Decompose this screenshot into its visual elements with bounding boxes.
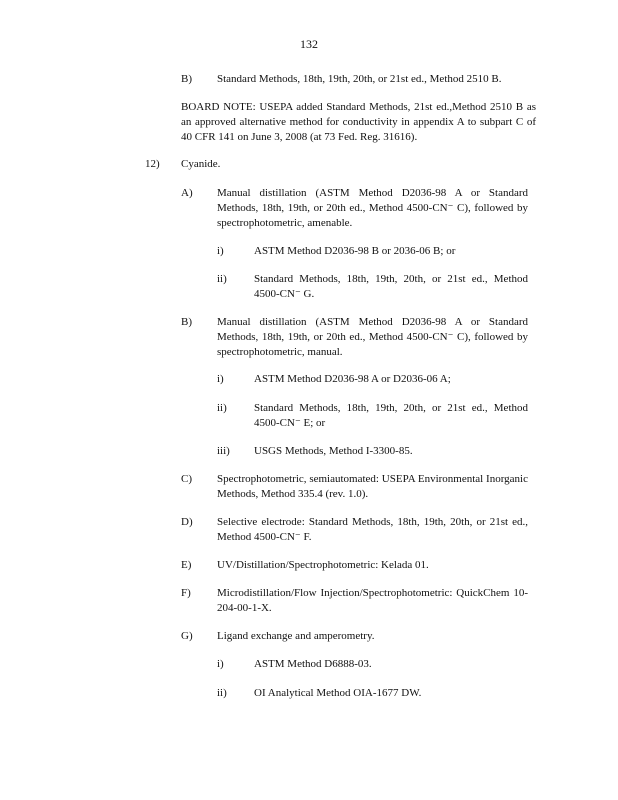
- item-text: Ligand exchange and amperometry.: [217, 630, 375, 642]
- subitem-label: iii): [217, 445, 230, 457]
- item-text: Standard Methods, 18th, 19th, 20th, or 21st ed., Method 2510 B.: [217, 73, 502, 85]
- subitem-label: ii): [217, 687, 227, 699]
- item-text: Selective electrode: Standard Methods, 18th, 19th, 20th, or 21st ed., Method 4500-CN⁻ F.: [217, 516, 528, 543]
- subitem-text: Standard Methods, 18th, 19th, 20th, or 21st ed., Method 4500-CN⁻ E; or: [254, 402, 528, 429]
- page-number: 132: [300, 37, 318, 51]
- item-label: A): [181, 187, 193, 199]
- item-label: C): [181, 473, 192, 485]
- item-label: F): [181, 587, 191, 599]
- item-text: Manual distillation (ASTM Method D2036-98 A or Standard Methods, 18th, 19th, or 20th ed., Method 4500-CN⁻ C), followed by spectrophotometric, manual.: [217, 316, 528, 358]
- subitem-text: Standard Methods, 18th, 19th, 20th, or 21st ed., Method 4500-CN⁻ G.: [254, 273, 528, 300]
- subitem-text: OI Analytical Method OIA-1677 DW.: [254, 687, 422, 699]
- subitem-label: ii): [217, 402, 227, 414]
- subitem-label: i): [217, 373, 224, 385]
- subitem-text: ASTM Method D2036-98 A or D2036-06 A;: [254, 373, 451, 385]
- subitem-label: ii): [217, 273, 227, 285]
- subitem-text: ASTM Method D2036-98 B or 2036-06 B; or: [254, 245, 456, 257]
- item-text: Manual distillation (ASTM Method D2036-98 A or Standard Methods, 18th, 19th, or 20th ed., Method 4500-CN⁻ C), followed by spectrophotometric, amenable.: [217, 187, 528, 229]
- subitem-text: ASTM Method D6888-03.: [254, 658, 372, 670]
- board-note: BOARD NOTE: USEPA added Standard Methods, 21st ed.,Method 2510 B as an approved alternative method for conductivity in appendix A to subpart C of 40 CFR 141 on June 3, 2008 (at 73 Fed. Reg. 31616).: [181, 101, 536, 143]
- section-title: Cyanide.: [181, 158, 221, 170]
- subitem-label: i): [217, 658, 224, 670]
- item-text: Microdistillation/Flow Injection/Spectrophotometric: QuickChem 10-204-00-1-X.: [217, 587, 528, 614]
- item-label: G): [181, 630, 193, 642]
- item-label: B): [181, 73, 192, 85]
- item-label: E): [181, 559, 192, 571]
- item-text: Spectrophotometric, semiautomated: USEPA Environmental Inorganic Methods, Method 335.4 (rev. 1.0).: [217, 473, 528, 500]
- subitem-label: i): [217, 245, 224, 257]
- item-label: D): [181, 516, 193, 528]
- item-text: UV/Distillation/Spectrophotometric: Kelada 01.: [217, 559, 429, 571]
- subitem-text: USGS Methods, Method I-3300-85.: [254, 445, 413, 457]
- section-number: 12): [145, 158, 160, 170]
- item-label: B): [181, 316, 192, 328]
